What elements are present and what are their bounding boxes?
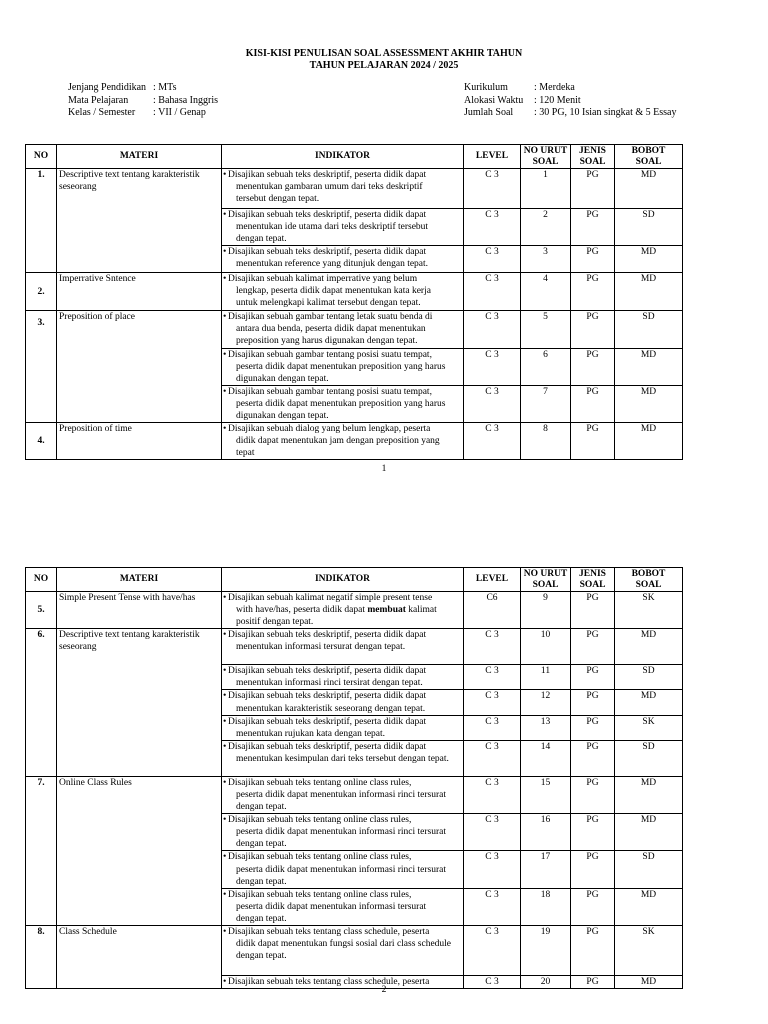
header-bobot [615,145,683,169]
indikator-text-part: peserta didik dapat menentukan informasi rinci tersurat dengan tepat. [236,827,446,850]
header-indikator: INDIKATOR [222,568,464,592]
row-number-cell [26,273,57,311]
bullet-icon: • [223,630,227,641]
jenis-soal-cell: PG [571,592,615,629]
indikator-bold-word: membuat [367,605,406,616]
no-urut-cell: 13 [521,715,571,740]
jenis-soal-cell: PG [571,975,615,988]
header-text: NO URUT [523,568,568,579]
indikator-continuation [228,901,454,925]
indikator-text-part: didik dapat menentukan fungsi sosial dari class schedule dengan tepat. [236,939,452,962]
header-level: LEVEL [464,145,521,169]
indikator-text [228,665,454,689]
indikator-cell [222,740,464,776]
indikator-text [228,386,454,422]
indikator-text-part: antara dua benda, peserta didik dapat menentukan preposition yang harus digunakan dengan tepat. [236,324,426,347]
info-label: Jenjang Pendidikan [68,82,147,93]
jenis-soal-cell: PG [571,311,615,348]
indikator-continuation [228,789,454,813]
info-jenjang [68,82,218,95]
indikator-text [228,311,454,347]
header-text: JENIS [579,145,606,156]
level-cell: C 3 [464,851,521,888]
bobot-soal-cell: MD [615,385,683,422]
materi-cell [57,776,222,925]
jenis-soal-cell: PG [571,925,615,975]
table-row [26,629,683,665]
indikator-text-part: menentukan kesimpulan dari teks tersebut dengan tepat. [236,753,449,764]
indikator-continuation [228,398,454,422]
indikator-cell [222,348,464,385]
indikator-continuation [228,753,454,765]
bullet-icon: • [223,691,227,702]
jenis-soal-cell: PG [571,665,615,690]
info-mapel [68,95,218,108]
no-urut-cell: 3 [521,246,571,273]
no-urut-cell: 18 [521,888,571,925]
indikator-text-part: lengkap, peserta didik dapat menentukan kata kerja untuk melengkapi kalimat tersebut dengan tepat. [236,286,431,309]
level-cell: C 3 [464,629,521,665]
indikator-first-line: Disajikan sebuah teks tentang class schedule, peserta [228,976,430,987]
page-number: 2 [381,985,387,995]
level-cell: C 3 [464,385,521,422]
table-row [26,273,683,311]
bobot-soal-cell: MD [615,814,683,851]
indikator-first-line: Disajikan sebuah teks deskriptif, peserta didik dapat [228,666,427,677]
indikator-first-line: Disajikan sebuah teks tentang online class rules, [228,777,412,788]
table-row [26,925,683,975]
header-materi: MATERI [57,568,222,592]
indikator-text [228,629,454,653]
indikator-first-line: Disajikan sebuah gambar tentang posisi suatu tempat, [228,386,432,397]
indikator-text-part: peserta didik dapat menentukan preposition yang harus digunakan dengan tepat. [236,398,446,422]
bobot-soal-cell: MD [615,273,683,311]
indikator-text-part: peserta didik dapat menentukan informasi tersurat dengan tepat. [236,901,427,924]
materi-text: Preposition of place [59,312,135,323]
bullet-icon: • [223,666,227,677]
indikator-cell [222,246,464,273]
indikator-continuation [228,703,454,715]
level-cell: C 3 [464,814,521,851]
jenis-soal-cell: PG [571,851,615,888]
bullet-icon: • [223,852,227,863]
kisi-table-page1 [25,144,683,460]
bobot-soal-cell: MD [615,888,683,925]
header-materi: MATERI [57,145,222,169]
header-jenis [571,145,615,169]
indikator-text-part: kalimat positif dengan tepat. [236,605,437,628]
jenis-soal-cell: PG [571,209,615,246]
info-value: : 120 Menit [534,94,581,106]
indikator-text [228,273,454,309]
indikator-text [228,349,454,385]
indikator-continuation [228,938,454,962]
indikator-text-part: menentukan karakteristik seseorang dengan tepat. [236,703,426,714]
document-title-line2: TAHUN PELAJARAN 2024 / 2025 [309,60,459,71]
level-cell: C 3 [464,246,521,273]
indikator-text [228,209,454,245]
level-cell: C 3 [464,925,521,975]
no-urut-cell: 6 [521,348,571,385]
indikator-continuation [228,677,454,689]
header-no-urut [521,568,571,592]
info-value: : VII / Genap [153,107,206,118]
indikator-text-part: menentukan informasi tersurat dengan tepat. [236,642,406,653]
no-urut-cell: 8 [521,423,571,460]
header-text: BOBOT [631,145,666,156]
indikator-cell [222,814,464,851]
bobot-soal-cell: SK [615,592,683,629]
indikator-cell [222,690,464,715]
bullet-icon: • [223,593,227,603]
jenis-soal-cell: PG [571,169,615,209]
jenis-soal-cell: PG [571,629,615,665]
indikator-cell [222,888,464,925]
no-urut-cell: 2 [521,209,571,246]
row-number-cell [26,311,57,423]
indikator-cell [222,776,464,813]
indikator-first-line: Disajikan sebuah gambar tentang letak suatu benda di [228,312,433,323]
bobot-soal-cell: MD [615,975,683,988]
materi-text: Imperrative Sntence [59,274,136,285]
indikator-first-line: Disajikan sebuah gambar tentang posisi suatu tempat, [228,349,432,360]
indikator-text [228,814,454,850]
indikator-text-part: menentukan informasi rinci tersirat dengan tepat. [236,678,423,689]
indikator-text [228,851,454,887]
bobot-soal-cell: MD [615,629,683,665]
indikator-first-line: Disajikan sebuah teks deskriptif, peserta didik dapat [228,170,427,180]
bullet-icon: • [223,312,227,323]
row-number: 4. [37,436,45,447]
indikator-first-line: Disajikan sebuah teks deskriptif, peserta didik dapat [228,691,427,702]
header-jenis [571,568,615,592]
row-number-cell [26,169,57,273]
bobot-soal-cell: SK [615,715,683,740]
bullet-icon: • [223,926,227,937]
indikator-continuation [228,435,454,459]
row-number: 6. [37,630,45,641]
bullet-icon: • [223,210,227,220]
indikator-cell [222,715,464,740]
table-row [26,311,683,348]
jenis-soal-cell: PG [571,385,615,422]
bobot-soal-cell: SD [615,209,683,246]
row-number: 5. [37,605,45,616]
indikator-text-part: with have/has, peserta didik dapat [236,605,368,616]
left-info-block [68,82,218,120]
table-header-row [26,145,683,169]
indikator-continuation [228,641,454,653]
bobot-soal-cell: MD [615,423,683,460]
jenis-soal-cell: PG [571,423,615,460]
info-value: : Merdeka [534,82,575,93]
indikator-continuation [228,285,454,309]
indikator-text [228,423,454,459]
bullet-icon: • [223,976,227,987]
indikator-text-part: peserta didik dapat menentukan informasi rinci tersurat dengan tepat. [236,789,446,813]
level-cell: C 3 [464,665,521,690]
level-cell: C 3 [464,690,521,715]
header-no-urut [521,145,571,169]
bullet-icon: • [223,349,227,360]
row-number: 1. [37,170,45,180]
indikator-text [228,889,454,925]
header-text: SOAL [532,579,559,590]
indikator-first-line: Disajikan sebuah teks deskriptif, peserta didik dapat [228,210,427,220]
no-urut-cell: 17 [521,851,571,888]
indikator-first-line: Disajikan sebuah teks deskriptif, peserta didik dapat [228,247,427,258]
level-cell: C 3 [464,715,521,740]
indikator-continuation [228,864,454,888]
indikator-cell [222,385,464,422]
indikator-text-part: menentukan ide utama dari teks deskriptif tersebut dengan tepat. [236,222,429,245]
indikator-text-part: peserta didik dapat menentukan informasi rinci tersurat dengan tepat. [236,864,446,887]
indikator-text [228,716,454,740]
indikator-continuation [228,604,454,628]
row-number-cell [26,423,57,460]
info-alokasi [464,95,677,108]
no-urut-cell: 1 [521,169,571,209]
bobot-soal-cell: SD [615,665,683,690]
bobot-soal-cell: SD [615,740,683,776]
bullet-icon: • [223,889,227,900]
table-header-row [26,568,683,592]
row-number: 8. [37,926,45,937]
bobot-soal-cell: MD [615,776,683,813]
indikator-text [228,246,454,270]
indikator-text [228,592,454,628]
indikator-cell [222,209,464,246]
table-row [26,423,683,460]
no-urut-cell: 19 [521,925,571,975]
no-urut-cell: 15 [521,776,571,813]
jenis-soal-cell: PG [571,740,615,776]
bullet-icon: • [223,247,227,258]
no-urut-cell: 9 [521,592,571,629]
level-cell: C 3 [464,169,521,209]
info-kurikulum [464,82,677,95]
header-no: NO [26,568,57,592]
level-cell: C 3 [464,311,521,348]
jenis-soal-cell: PG [571,246,615,273]
info-value: : Bahasa Inggris [153,94,218,106]
table-row [26,776,683,813]
bullet-icon: • [223,777,227,788]
no-urut-cell: 10 [521,629,571,665]
indikator-cell [222,851,464,888]
row-number-cell [26,776,57,925]
table-row [26,169,683,209]
indikator-cell [222,169,464,209]
info-label: Kurikulum [464,82,508,93]
info-label: Jumlah Soal [464,107,514,118]
header-text: SOAL [532,156,559,167]
materi-text: Class Schedule [59,926,117,937]
no-urut-cell: 7 [521,385,571,422]
page-number: 1 [381,464,387,474]
row-number-cell [26,925,57,988]
document-title-line1: KISI-KISI PENULISAN SOAL ASSESSMENT AKHIR TAHUN [245,48,523,59]
no-urut-cell: 11 [521,665,571,690]
indikator-continuation [228,221,454,245]
bullet-icon: • [223,815,227,826]
bullet-icon: • [223,386,227,397]
jenis-soal-cell: PG [571,814,615,851]
level-cell: C 3 [464,975,521,988]
indikator-text [228,777,454,813]
bullet-icon: • [223,274,227,285]
indikator-text [228,690,454,714]
indikator-text-part: menentukan gambaran umum dari teks deskriptif tersebut dengan tepat. [236,182,423,205]
no-urut-cell: 5 [521,311,571,348]
indikator-cell [222,423,464,460]
indikator-cell [222,592,464,629]
bullet-icon: • [223,741,227,752]
header-level: LEVEL [464,568,521,592]
indikator-continuation [228,181,454,205]
jenis-soal-cell: PG [571,888,615,925]
kisi-table-page2 [25,567,683,989]
materi-text: Online Class Rules [59,777,132,788]
materi-text: Descriptive text tentang karakteristik seseorang [59,170,200,193]
level-cell: C 3 [464,888,521,925]
materi-cell [57,925,222,988]
level-cell: C 3 [464,273,521,311]
indikator-cell [222,273,464,311]
indikator-continuation [228,728,454,740]
jenis-soal-cell: PG [571,776,615,813]
info-jumlah-soal [464,107,677,120]
header-text: SOAL [579,156,606,167]
indikator-first-line: Disajikan sebuah teks tentang online class rules, [228,815,412,826]
indikator-cell [222,665,464,690]
materi-cell [57,169,222,273]
header-no: NO [26,145,57,169]
jenis-soal-cell: PG [571,273,615,311]
bobot-soal-cell: SK [615,925,683,975]
bullet-icon: • [223,170,227,180]
info-label: Alokasi Waktu [464,94,524,106]
row-number: 2. [37,286,45,297]
indikator-continuation [228,361,454,385]
indikator-cell [222,311,464,348]
header-text: SOAL [635,579,662,590]
indikator-continuation [228,258,454,270]
bullet-icon: • [223,424,227,435]
materi-cell [57,311,222,423]
indikator-first-line: Disajikan sebuah teks deskriptif, peserta didik dapat [228,716,427,727]
jenis-soal-cell: PG [571,715,615,740]
level-cell: C 3 [464,209,521,246]
no-urut-cell: 20 [521,975,571,988]
indikator-cell [222,629,464,665]
indikator-first-line: Disajikan sebuah teks tentang class schedule, peserta [228,926,430,937]
row-number: 7. [37,777,45,788]
table-row [26,592,683,629]
indikator-text [228,169,454,205]
materi-cell [57,423,222,460]
level-cell: C 3 [464,348,521,385]
indikator-text-part: didik dapat menentukan jam dengan preposition yang tepat [236,436,440,459]
indikator-first-line: Disajikan sebuah teks deskriptif, peserta didik dapat [228,741,427,752]
bullet-icon: • [223,716,227,727]
materi-cell [57,273,222,311]
indikator-text [228,926,454,962]
indikator-continuation [228,826,454,850]
indikator-continuation [228,323,454,347]
header-text: SOAL [579,579,606,590]
indikator-cell [222,925,464,975]
right-info-block [464,82,677,120]
no-urut-cell: 16 [521,814,571,851]
indikator-first-line: Disajikan sebuah kalimat negatif simple present tense [228,593,433,603]
info-label: Mata Pelajaran [68,94,129,106]
materi-text: Simple Present Tense with have/has [59,593,196,603]
info-value: : MTs [153,82,177,93]
bobot-soal-cell: MD [615,348,683,385]
indikator-first-line: Disajikan sebuah dialog yang belum lengkap, peserta [228,424,431,435]
no-urut-cell: 12 [521,690,571,715]
materi-cell [57,629,222,777]
jenis-soal-cell: PG [571,348,615,385]
materi-text: Preposition of time [59,424,132,435]
bobot-soal-cell: MD [615,169,683,209]
jenis-soal-cell: PG [571,690,615,715]
level-cell: C 3 [464,423,521,460]
header-text: SOAL [635,156,662,167]
materi-cell [57,592,222,629]
indikator-text-part: peserta didik dapat menentukan preposition yang harus digunakan dengan tepat. [236,361,446,384]
indikator-first-line: Disajikan sebuah teks tentang online class rules, [228,852,412,863]
indikator-first-line: Disajikan sebuah teks deskriptif, peserta didik dapat [228,630,427,641]
header-text: BOBOT [631,568,666,579]
no-urut-cell: 4 [521,273,571,311]
bobot-soal-cell: SD [615,851,683,888]
no-urut-cell: 14 [521,740,571,776]
indikator-text-part: menentukan rujukan kata dengan tepat. [236,728,386,739]
header-bobot [615,568,683,592]
header-text: JENIS [579,568,606,579]
indikator-text-part: menentukan reference yang ditunjuk dengan tepat. [236,259,429,270]
row-number-cell [26,629,57,777]
header-text: NO URUT [523,145,568,156]
info-value: : 30 PG, 10 Isian singkat & 5 Essay [534,107,677,118]
row-number: 3. [37,318,45,329]
bobot-soal-cell: MD [615,690,683,715]
level-cell: C 3 [464,776,521,813]
bobot-soal-cell: SD [615,311,683,348]
row-number-cell [26,592,57,629]
header-indikator: INDIKATOR [222,145,464,169]
indikator-first-line: Disajikan sebuah kalimat imperrative yang belum [228,274,418,285]
info-label: Kelas / Semester [68,107,136,118]
level-cell: C 3 [464,740,521,776]
materi-text: Descriptive text tentang karakteristik seseorang [59,630,200,653]
indikator-first-line: Disajikan sebuah teks tentang online class rules, [228,889,412,900]
level-cell: C6 [464,592,521,629]
bobot-soal-cell: MD [615,246,683,273]
info-kelas [68,107,218,120]
indikator-text [228,741,454,765]
